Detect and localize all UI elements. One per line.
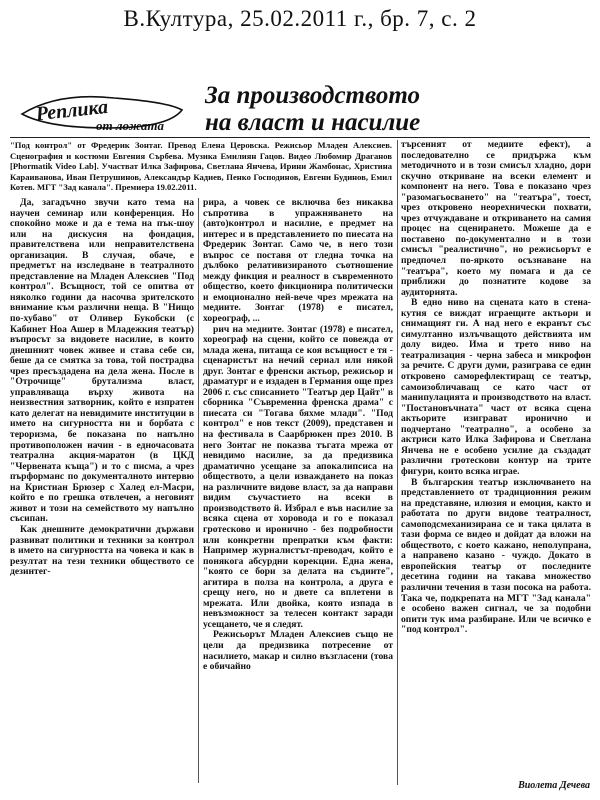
- article-column-3: [401, 140, 591, 778]
- rubric-badge-icon: [18, 84, 186, 136]
- article-column-2: [203, 198, 393, 778]
- column-2-paragraph-2: рич на медиите. Зонтаг (1978) е писател, хореограф на сцени, който се повежда от млада жена, питаща се коя всъщност е тя - сценаристът на нечий сериал или някой друг. Зонтаг е френски актьор, режисьор и драматург и е издаден в Германия още през 2006 г. със списанието "Театър дер Цайт" в сборника "Съвременна френска драма" с пиесата си "Тогава бяхме млади". "Под контрол" е нов текст (2009), представен и на фестивала в Саарбрюкен през 2010. В него Зонтаг не показва тъгата мрежа от невидимо насилие, за да предизвика драматично усещане за апокалипсиса на обществото, а цели изваждането на показ на различните видове власт, за да направи видим съучастието на всеки в производството й. Избрал е във насилие за всяка сцена от хоровода и го е показал гротесково и иронично - без подробности или конкретни препратки към факти: Например журналистът-преводач, който е понякога абсурдни корекции. Една жена, "която се бори за делата на съдиите", агитира в полза на контрола, а друга е срещу него, но и двете са вплетени в мрежата. Или двойка, която изпада в невъзможност за телесен контакт заради усещането, че я следят.: [203, 323, 393, 630]
- headline-line1: За производството: [205, 82, 420, 109]
- article-author: Виолета Дечева: [518, 780, 590, 791]
- headline-line2: на власт и насилие: [205, 109, 421, 136]
- rubric-line2: от ложата: [96, 118, 165, 133]
- column-1-paragraph-2: Как днешните демократични държави развиват политики и техники за контрол в името на сигурността на човека и как в резултат на тези техники обществото се дезинтег-: [10, 523, 194, 578]
- column-3-paragraph-3: В българския театър изключването на представлението от традиционния режим на представяне, илюзия и емоция, както и работата по други видове театралност, самоподсмеханизирана се и така цялата в тази форма се видео и дойдат да вложи на обществото, с което кажано, неполупрана, а направено казано - чуждо. Докато в европейския театър от последните десетина години на такава множество различни течения в тази посока на работа. Така че, подкрепата на МГТ "Зад канала" е особено важен сигнал, че за подобни опити тук има разбиране. Или че всичко е "под контрол".: [401, 476, 591, 636]
- column-3-paragraph-2: В едно ниво на сцената като в стена-кутия се виждат играещите актьори и снимащият ги. А над него е екранът със симултанно излъчващото действията им долу видео. Има и трето ниво на театрализация - черна забеса и микрофон за речите. С други думи, разиграва се един откровено саморефлектиращ се театър, самоизобличаващ се като част от манипулацията и производството на власт. "Постановъчната" част от всяка сцена актьорите изиграват иронично и подчертано "театрално", а особено за актриси като Илка Зафирова и Светлана Янчева не е особено усилие да създадат различни гротескови контур на трите фигури, които всяка играе.: [401, 297, 591, 477]
- rubric-logo: [18, 84, 186, 136]
- column-3-paragraph-1: търсеният от медиите ефект), а последователно се придържа към методичното и в този смисъл хладно, дори скучно откриване на всеки елемент и компонент на него. Това е показано чрез "разомагьосването" на "театъра", тоест, чрез откровено неорехнически похвати, чрез отчуждаване и откриването на самия процес на сценирането. Можеше да е поставено по-документално и в този смисъл "реалистично", но режисьорът е предпочел по-яркото осъзнаване на "театъра", което му помага и да се приближи до познатите кодове за аудиторията.: [401, 140, 591, 298]
- column-2-paragraph-3: Режисьорът Младен Алексиев също не цели да предизвика потресение от насилието, макар и силно възгласени (това е обичайно: [203, 629, 393, 673]
- article-headline: [205, 82, 590, 136]
- production-credits: "Под контрол" от Фредерик Зонтаг. Превод Елена Церовска. Режисьор Младен Алексиев. Сценография и костюми Евгения Сърбева. Музика Емилиян Гацов. Видео Любомир Драганов [Phormatik Video Lab]. Участват Илка Зафирова, Светлана Янчева, Ирини Жамбонас, Христина Караиванова, Иван Петрушинов, Александър Кадиев, Пенко Господинов, Евгени Будинов, Емил Котев. МГТ "Зад канала". Премиера 19.02.2011.: [10, 140, 392, 193]
- column-2-paragraph-1: рира, а човек се включва без никаква съпротива в упражняването на (авто)контрол и насилие, е предмет на интерес и в представлението по пиесата на Фредерик Зонтаг. Само че, в него този въпрос се поставя от гледна точка на дълбоко релативизираното съотношение между фикция и реалност в съвременното общество, което фикционира политически и емоционално ней-вече чрез мрежата на медиите. Зонтаг (1978) е писател, хореограф, ...: [203, 198, 393, 325]
- headline-divider: [10, 137, 590, 138]
- column-1-paragraph-1: Да, загадъчно звучи като тема на научен семинар или конференция. Но спокойно може и да е тема на пък-шоу или на дискусия на фондация, правителствена или неправителствена организация. В случая, обаче, е предметът на изследване в театралното представление на Младен Алексиев "Под контрол". Всъщност, той се опитва от няколко години да насочва зрителското внимание към различни неща. В "Нищо по-хубаво" от Оливер Букобски (с Кабинет Ноа Ашер в Младежкия театър) въпросът за видовете насилие, в които днешният човек живее и става себе си, беше да се смятка за това, той пострадва чрез пресъздадена на дела жена. После в "Отрочище" брутализма власт, управляваща върху живота на неизвестния затворник, който е изпратен като делегат на невидимите институции в името на сигурността ни и борбата с тероризма, бе показана по напълно противоположен начин - в едночасовата театрална акция-маратон (в ЦКД "Червената къща") и то с писма, а чрез пърформанс по документалното интервю на Кристиан Брюзер с Халед ел-Масри, който е по грешка отвлечен, а неговият живот и този на семейството му напълно съсипан.: [10, 198, 194, 525]
- column-divider-2: [397, 140, 398, 785]
- page-header: В.Култура, 25.02.2011 г., бр. 7, с. 2: [123, 6, 477, 31]
- column-divider-1: [198, 198, 199, 783]
- article-column-1: [10, 198, 194, 792]
- rubric-line1: Реплика: [34, 95, 110, 126]
